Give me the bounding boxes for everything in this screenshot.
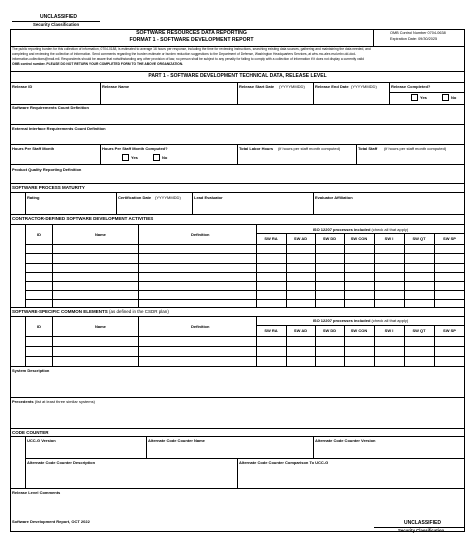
iso-col-header: SW QT xyxy=(412,328,426,333)
common-title xyxy=(12,310,169,315)
rating-label: Rating xyxy=(27,195,40,200)
activities-iso-title: ISO 12207 processes included xyxy=(312,227,371,232)
release-completed-no-checkbox[interactable] xyxy=(442,94,449,101)
iso-col-header: SW RA xyxy=(264,328,278,333)
omb-divider xyxy=(373,29,374,46)
footer-classification: UNCLASSIFIED xyxy=(404,520,441,526)
activities-title: CONTRACTOR-DEFINED SOFTWARE DEVELOPMENT ACTIVITIES xyxy=(12,216,154,221)
table-col-divider xyxy=(52,316,53,366)
common-title-text: SOFTWARE-SPECIFIC COMMON ELEMENTS xyxy=(12,309,108,314)
col-divider xyxy=(313,436,314,458)
hours-computed-label: Hours Per Staff Month Computed? xyxy=(102,146,168,151)
hours-staff-label: Hours Per Staff Month xyxy=(12,146,55,151)
classification-top: UNCLASSIFIED xyxy=(40,14,77,20)
precedents-field xyxy=(12,400,95,404)
table-row-divider xyxy=(25,290,465,291)
iso-col-header: SW CON xyxy=(350,328,368,333)
alt-counter-comparison-label: Alternate Code Counter Comparison To UCC-G xyxy=(239,460,329,465)
iso-col-header: SW SP xyxy=(443,236,456,241)
col-divider xyxy=(116,192,117,214)
ext-if-count-label: External Interface Requirements Count Definition xyxy=(12,126,106,131)
maturity-title: SOFTWARE PROCESS MATURITY xyxy=(12,185,85,190)
system-description-label: System Description xyxy=(12,368,50,373)
indent-divider xyxy=(25,192,26,214)
indent-divider xyxy=(25,436,26,488)
table-header-divider xyxy=(25,336,465,337)
form-title-2: FORMAT 1 - SOFTWARE DEVELOPMENT REPORT xyxy=(129,37,254,43)
iso-col-header: SW CON xyxy=(350,236,368,241)
sw-req-count-label: Software Requirements Count Definition xyxy=(12,105,89,110)
no-label: No xyxy=(451,95,457,100)
total-staff-label: Total Staff xyxy=(358,146,378,151)
activities-iso-header xyxy=(256,228,465,232)
col-divider xyxy=(237,82,238,104)
common-iso-title: ISO 12207 processes included xyxy=(312,318,371,323)
table-row-divider xyxy=(25,356,465,357)
table-col-divider xyxy=(25,224,26,307)
form-title-1: SOFTWARE RESOURCES DATA REPORTING xyxy=(136,30,247,36)
table-row-divider xyxy=(25,263,465,264)
row-divider xyxy=(25,458,465,459)
table-col-divider xyxy=(138,224,139,307)
row-divider xyxy=(10,428,465,429)
burden-line-1: The public reporting burden for this collection of information, 0704-0188, is estimated to average 16 hours per response, including the time for reviewing instructions, searching existing data sources, gathering and maintaining the data needed, and xyxy=(12,47,371,51)
end-date-format: (YYYYMMDD) xyxy=(351,84,377,89)
activities-id-header: ID xyxy=(37,232,41,237)
col-divider xyxy=(146,436,147,458)
start-date-label: Release Start Date xyxy=(239,84,275,89)
no-label: No xyxy=(162,155,168,160)
start-date-format: (YYYYMMDD) xyxy=(279,84,305,89)
table-col-divider xyxy=(52,224,53,307)
row-divider xyxy=(10,307,465,308)
iso-col-header: SW SP xyxy=(443,328,456,333)
cert-date-label: Certification Date xyxy=(118,195,152,200)
lead-evaluator-label: Lead Evaluator xyxy=(194,195,223,200)
col-divider xyxy=(389,82,390,104)
col-divider xyxy=(100,144,101,164)
row-divider xyxy=(389,92,465,93)
omb-number: OMB Control Number 0704-0638 xyxy=(390,31,446,35)
table-header-divider xyxy=(25,244,465,245)
common-iso-note: (check all that apply) xyxy=(371,318,409,323)
iso-col-header: SW DD xyxy=(322,328,337,333)
alt-counter-description-label: Alternate Code Counter Description xyxy=(27,460,96,465)
table-row-divider xyxy=(25,272,465,273)
table-row-divider xyxy=(25,281,465,282)
iso-col-header: SW AD xyxy=(293,236,308,241)
code-counter-title: CODE COUNTER xyxy=(12,430,49,435)
table-col-divider xyxy=(25,316,26,366)
row-divider xyxy=(10,397,465,398)
common-definition-header: Definition xyxy=(191,324,210,329)
burden-line-3: information-collections@mail.mil. Respondents should be aware that notwithstanding any other provision of law, no person shall be subject to any penalty for failing to comply with a collection of information if it does not display a currently valid xyxy=(12,57,364,61)
row-divider xyxy=(10,366,465,367)
expiration-date: Expiration Date: 09/30/2025 xyxy=(390,37,438,41)
row-divider xyxy=(10,214,465,215)
table-row-divider xyxy=(25,346,465,347)
yes-label: Yes xyxy=(131,155,138,160)
iso-col-header: SW DD xyxy=(322,236,337,241)
row-divider xyxy=(10,71,465,72)
hours-computed-no-checkbox[interactable] xyxy=(153,154,160,161)
activities-definition-header: Definition xyxy=(191,232,210,237)
end-date-label: Release End Date xyxy=(315,84,349,89)
footer-form-name: Software Development Report, OCT 2022 xyxy=(12,519,90,524)
iso-col-header: SW I xyxy=(384,328,394,333)
release-name-label: Release Name xyxy=(102,84,130,89)
classification-label: Security Classification xyxy=(33,22,80,27)
row-divider xyxy=(10,436,465,437)
uccg-version-label: UCC-G Version xyxy=(27,438,56,443)
col-divider xyxy=(100,82,101,104)
table-col-divider xyxy=(138,316,139,366)
hours-computed-yes-checkbox[interactable] xyxy=(122,154,129,161)
alt-counter-version-label: Alternate Code Counter Version xyxy=(315,438,376,443)
col-divider xyxy=(237,458,238,488)
activities-iso-note: (check all that apply) xyxy=(371,227,409,232)
release-id-label: Release ID xyxy=(12,84,33,89)
common-name-header: Name xyxy=(95,324,106,329)
table-row-divider xyxy=(25,253,465,254)
total-staff-note: (if hours per staff month computed) xyxy=(384,146,447,151)
burden-line-2: completing and reviewing the collection of information. Send comments regarding the burden estimate or burden reduction suggestions to the Department of Defense, Washington Headquarters Services, at whs.mc-alex.esd.mbx.dd-dod- xyxy=(12,52,357,56)
footer-classification-label: Security Classification xyxy=(398,528,445,533)
common-iso-header xyxy=(256,319,465,323)
yes-label: Yes xyxy=(420,95,427,100)
total-labor-label: Total Labor Hours xyxy=(239,146,274,151)
precedents-label: Precedents xyxy=(12,399,34,404)
iso-col-header: SW RA xyxy=(264,236,278,241)
col-divider xyxy=(313,192,314,214)
table-col-divider xyxy=(256,316,257,366)
release-comments-label: Release Level Comments xyxy=(12,490,61,495)
quality-def-label: Product Quality Reporting Definition xyxy=(12,167,82,172)
cert-date-format: (YYYYMMDD) xyxy=(155,195,181,200)
col-divider xyxy=(192,192,193,214)
iso-col-header: SW AD xyxy=(293,328,308,333)
alt-counter-name-label: Alternate Code Counter Name xyxy=(148,438,205,443)
row-divider xyxy=(10,164,465,165)
row-divider xyxy=(10,488,465,489)
iso-col-header: SW I xyxy=(384,236,394,241)
col-divider xyxy=(237,144,238,164)
release-completed-label: Release Completed? xyxy=(391,84,431,89)
col-divider xyxy=(356,144,357,164)
table-row-divider xyxy=(25,299,465,300)
evaluator-affiliation-label: Evaluator Affiliation xyxy=(315,195,353,200)
burden-line-4: OMB control number. PLEASE DO NOT RETURN YOUR COMPLETED FORM TO THE ABOVE ORGANIZATION. xyxy=(12,62,184,66)
total-labor-note: (if hours per staff month computed) xyxy=(278,146,341,151)
col-divider xyxy=(313,82,314,104)
common-title-note: (as defined in the CSDR plan) xyxy=(109,309,169,314)
activities-name-header: Name xyxy=(95,232,106,237)
release-completed-yes-checkbox[interactable] xyxy=(411,94,418,101)
row-divider xyxy=(10,224,465,225)
precedents-note: (list at least three similar systems) xyxy=(34,399,95,404)
iso-col-header: SW QT xyxy=(412,236,426,241)
row-divider xyxy=(10,192,465,193)
common-id-header: ID xyxy=(37,324,41,329)
row-divider xyxy=(10,124,465,125)
row-divider xyxy=(10,316,465,317)
part1-title: PART 1 - SOFTWARE DEVELOPMENT TECHNICAL DATA, RELEASE LEVEL xyxy=(148,73,327,79)
row-divider xyxy=(10,183,465,184)
